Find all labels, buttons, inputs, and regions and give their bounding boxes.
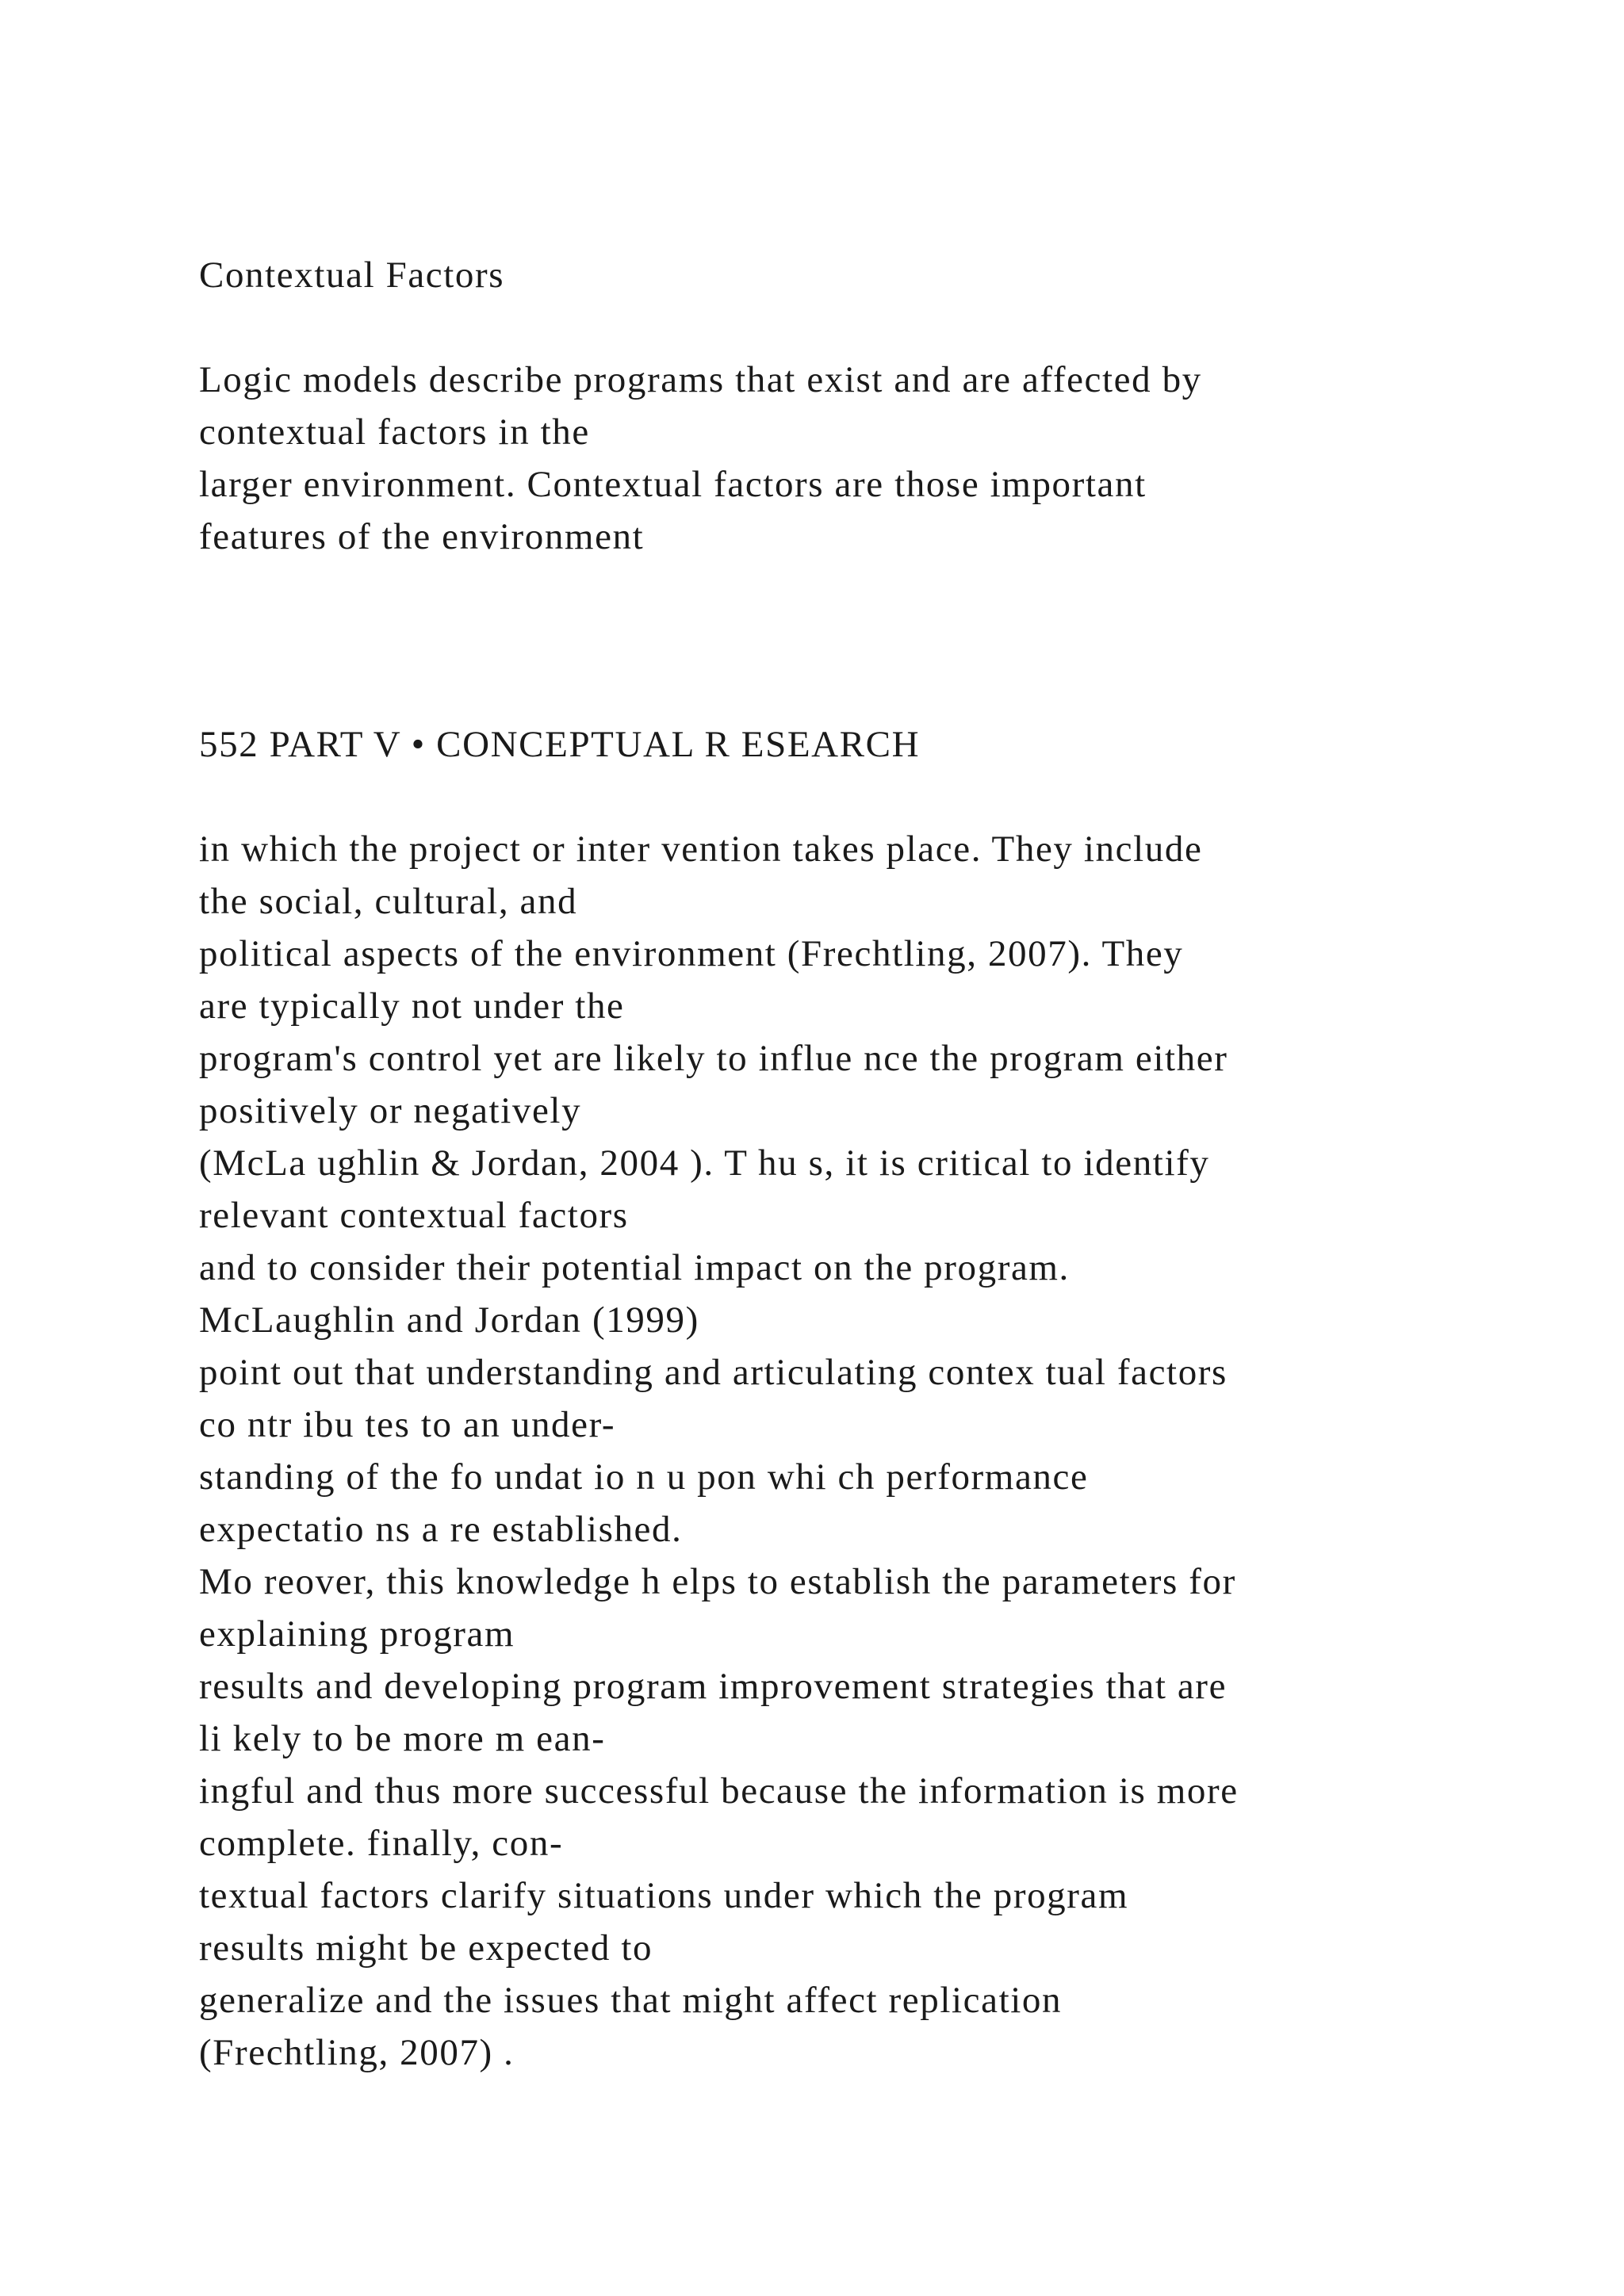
text-line: Logic models describe programs that exist and are affected by (199, 359, 1202, 400)
text-line: program's control yet are likely to influe nce the program either (199, 1038, 1228, 1079)
text-line: political aspects of the environment (Frechtling, 2007). They (199, 933, 1184, 974)
text-line: explaining program (199, 1613, 515, 1655)
text-line: contextual factors in the (199, 411, 590, 453)
text-line: point out that understanding and articulating contex tual factors (199, 1352, 1228, 1393)
text-line: are typically not under the (199, 985, 625, 1027)
text-line: McLaughlin and Jordan (1999) (199, 1299, 699, 1341)
text-line: complete. finally, con- (199, 1823, 564, 1864)
text-line: Mo reover, this knowledge h elps to establish the parameters for (199, 1561, 1236, 1602)
text-line: (McLa ughlin & Jordan, 2004 ). T hu s, it is critical to identify (199, 1142, 1210, 1184)
text-line: and to consider their potential impact on the program. (199, 1247, 1070, 1288)
section-heading (199, 249, 504, 301)
running-head-text: 552 PART V • CONCEPTUAL R ESEARCH (199, 724, 921, 765)
text-line: li kely to be more m ean- (199, 1718, 606, 1759)
text-line: in which the project or inter vention takes place. They include (199, 828, 1203, 870)
text-line: co ntr ibu tes to an under- (199, 1404, 616, 1445)
text-line: ingful and thus more successful because the information is more (199, 1770, 1239, 1812)
text-line: (Frechtling, 2007) . (199, 2032, 515, 2073)
body-paragraph (199, 823, 1239, 2079)
text-line: results and developing program improvement strategies that are (199, 1666, 1228, 1707)
intro-paragraph (199, 354, 1202, 563)
text-line: larger environment. Contextual factors are those important (199, 464, 1147, 505)
text-line: generalize and the issues that might affect replication (199, 1980, 1063, 2021)
text-line: features of the environment (199, 516, 645, 557)
text-line: positively or negatively (199, 1090, 582, 1131)
text-line: the social, cultural, and (199, 881, 578, 922)
text-line: relevant contextual factors (199, 1195, 629, 1236)
text-line: results might be expected to (199, 1927, 653, 1969)
text-line: expectatio ns a re established. (199, 1509, 683, 1550)
running-head (199, 718, 920, 771)
section-heading-text: Contextual Factors (199, 254, 505, 296)
text-line: textual factors clarify situations under which the program (199, 1875, 1129, 1916)
text-line: standing of the fo undat io n u pon whi ch performance (199, 1456, 1089, 1498)
